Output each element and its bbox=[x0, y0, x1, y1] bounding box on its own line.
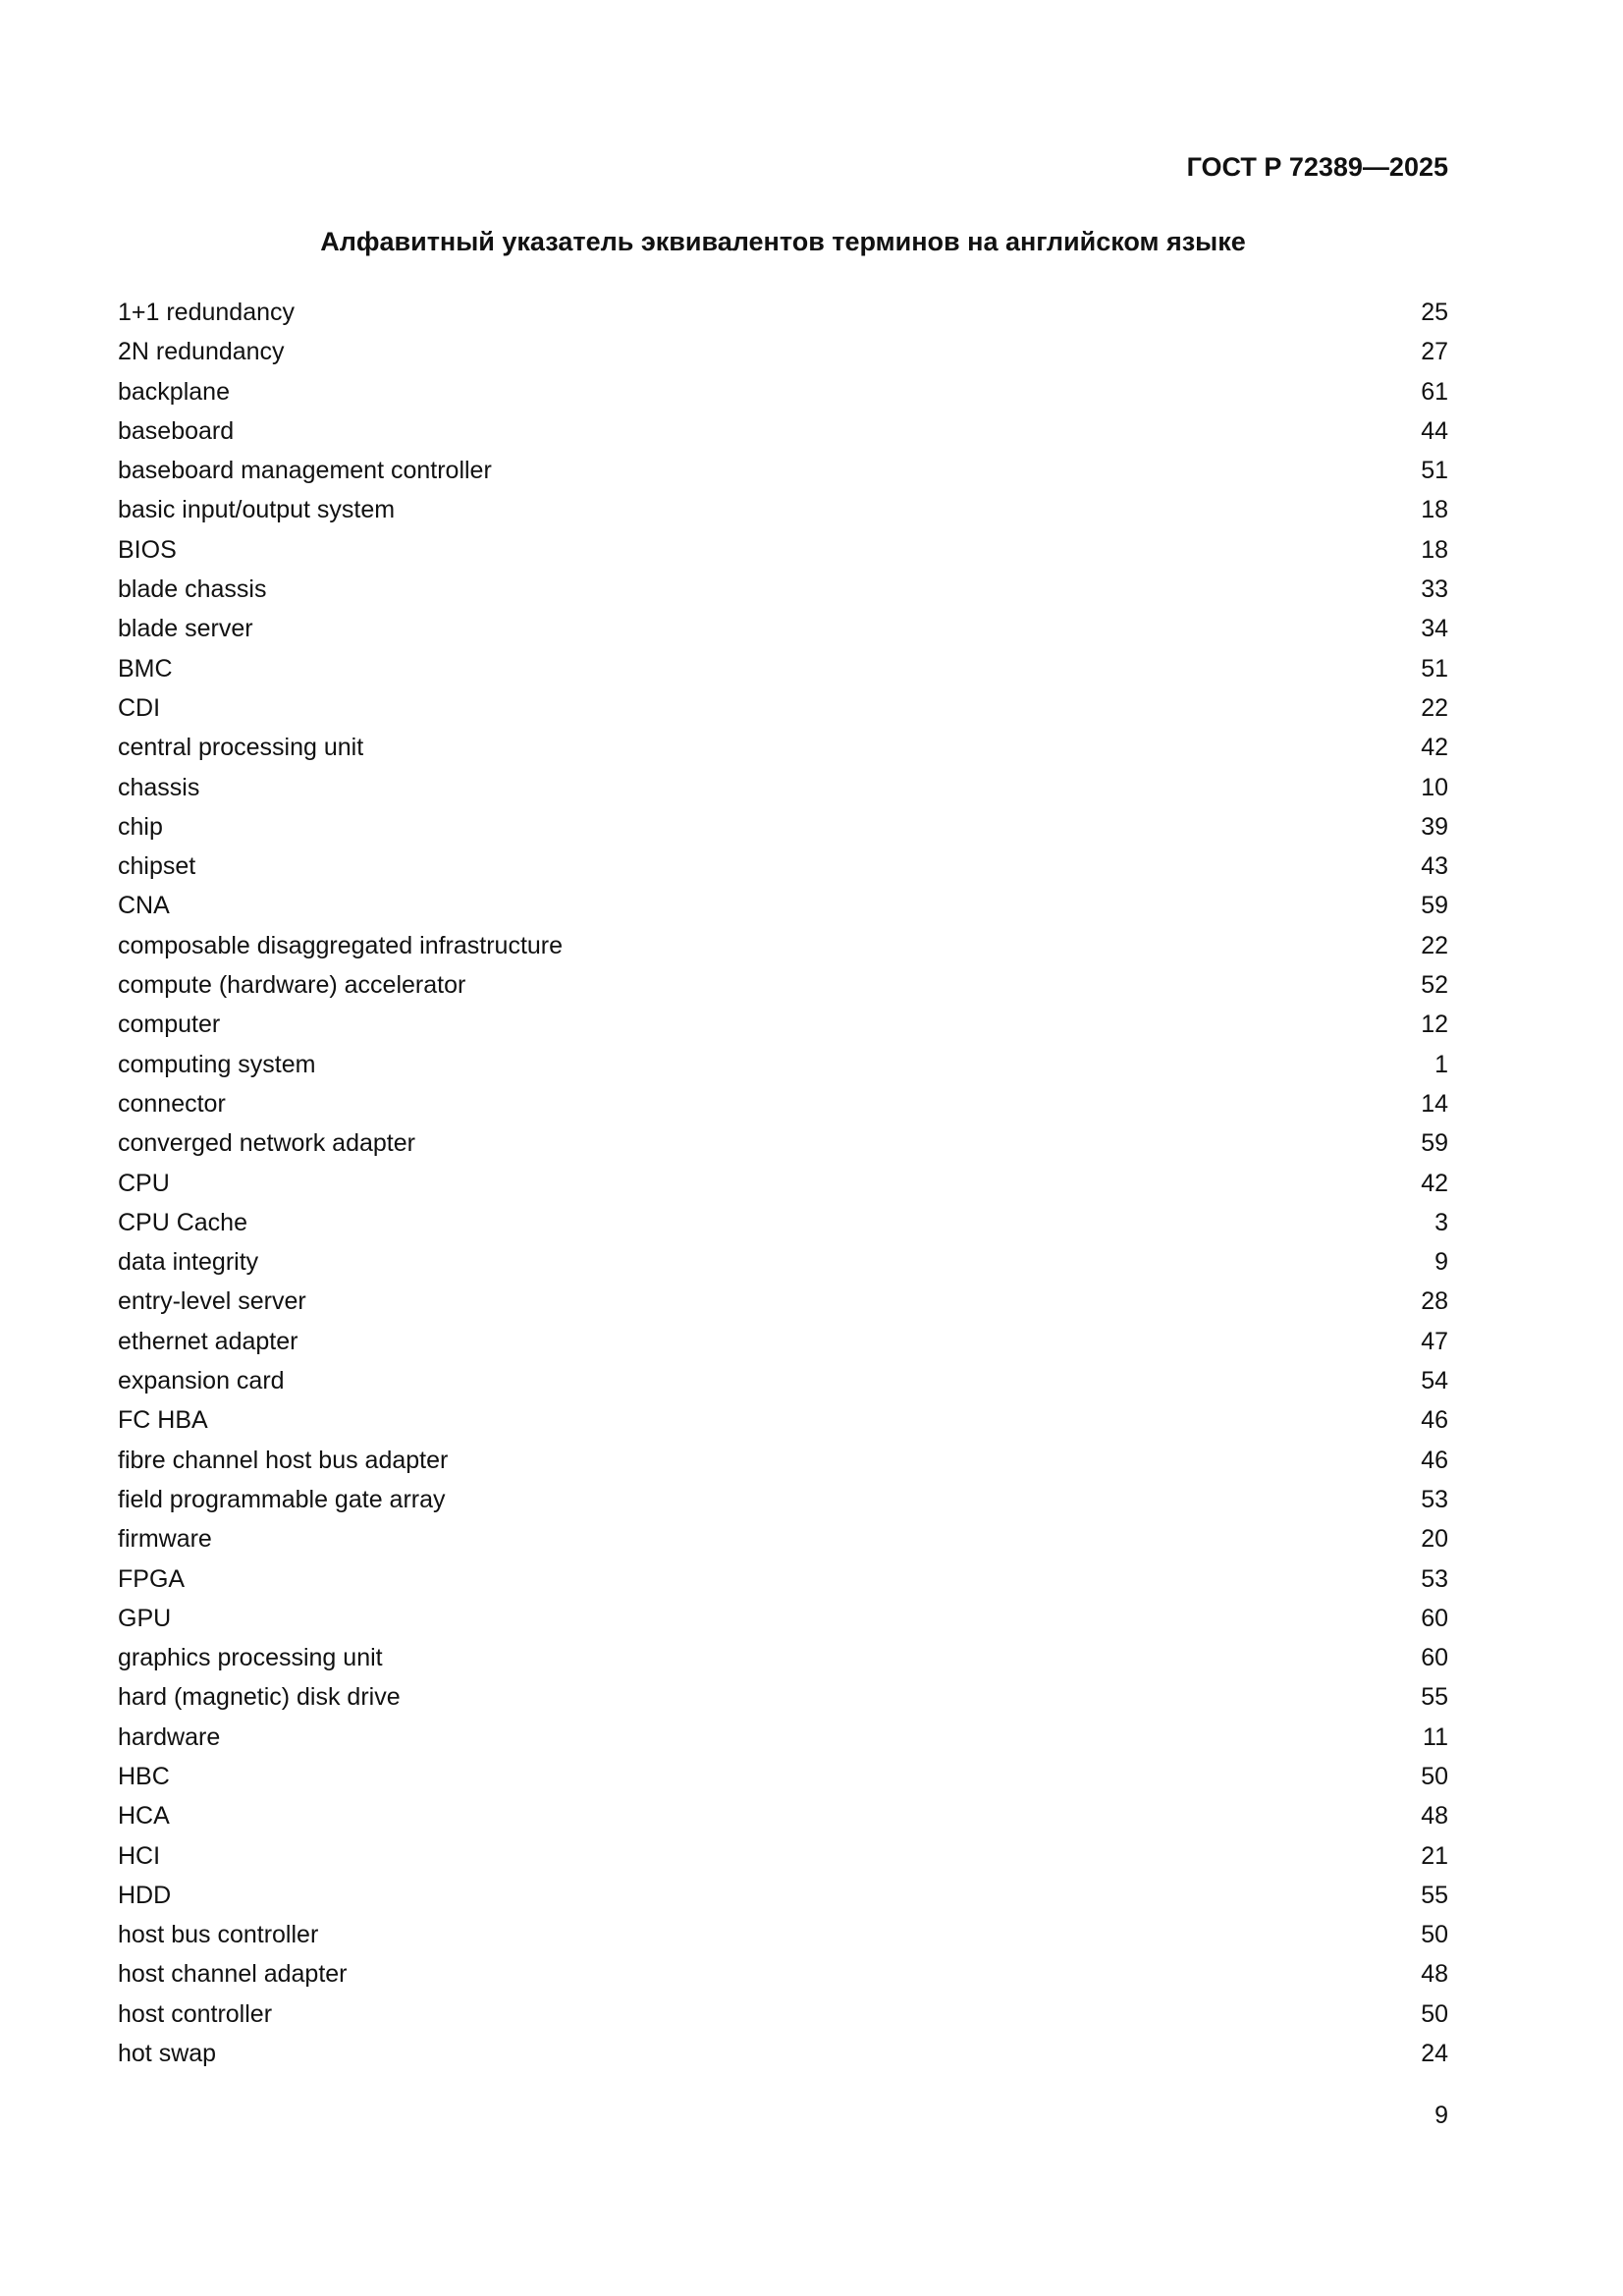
index-entry bbox=[118, 1559, 1448, 1599]
index-entry bbox=[118, 1480, 1448, 1519]
entry-term: blade server bbox=[118, 615, 253, 643]
entry-reference-number: 50 bbox=[1421, 1762, 1448, 1790]
entry-term: BMC bbox=[118, 654, 173, 683]
entry-reference-number: 59 bbox=[1421, 892, 1448, 920]
entry-term: data integrity bbox=[118, 1248, 259, 1277]
entry-reference-number: 22 bbox=[1421, 931, 1448, 959]
entry-reference-number: 28 bbox=[1421, 1287, 1448, 1316]
entry-reference-number: 11 bbox=[1423, 1722, 1448, 1751]
entry-reference-number: 61 bbox=[1421, 377, 1448, 406]
entry-reference-number: 52 bbox=[1421, 971, 1448, 1000]
entry-reference-number: 50 bbox=[1421, 1921, 1448, 1949]
entry-term: baseboard management controller bbox=[118, 457, 492, 485]
entry-term: fibre channel host bus adapter bbox=[118, 1446, 449, 1474]
index-entry bbox=[118, 1796, 1448, 1835]
entry-term: field programmable gate array bbox=[118, 1485, 446, 1513]
index-entry bbox=[118, 649, 1448, 688]
entry-term: ethernet adapter bbox=[118, 1327, 298, 1355]
index-entry bbox=[118, 965, 1448, 1005]
entry-reference-number: 34 bbox=[1421, 615, 1448, 643]
index-entry bbox=[118, 768, 1448, 807]
entry-term: hot swap bbox=[118, 2040, 217, 2068]
index-entry bbox=[118, 807, 1448, 847]
index-entry bbox=[118, 1242, 1448, 1282]
entry-term: FC HBA bbox=[118, 1406, 208, 1435]
entry-reference-number: 18 bbox=[1421, 496, 1448, 524]
entry-reference-number: 53 bbox=[1421, 1564, 1448, 1593]
entry-reference-number: 3 bbox=[1434, 1208, 1448, 1236]
index-entry bbox=[118, 847, 1448, 886]
entry-reference-number: 12 bbox=[1421, 1011, 1448, 1039]
index-entry bbox=[118, 570, 1448, 609]
entry-reference-number: 9 bbox=[1434, 1248, 1448, 1277]
entry-reference-number: 60 bbox=[1421, 1644, 1448, 1672]
entry-reference-number: 39 bbox=[1421, 812, 1448, 841]
entry-term: 1+1 redundancy bbox=[118, 299, 296, 326]
entry-term: FPGA bbox=[118, 1564, 186, 1593]
entry-term: basic input/output system bbox=[118, 496, 396, 524]
index-entry bbox=[118, 1677, 1448, 1717]
index-entry bbox=[118, 1400, 1448, 1440]
entry-term: entry-level server bbox=[118, 1287, 306, 1316]
standard-code: ГОСТ Р 72389—2025 bbox=[1186, 152, 1448, 182]
index-entry bbox=[118, 1203, 1448, 1242]
index-title: Алфавитный указатель эквивалентов терминов на английском языке bbox=[320, 227, 1246, 256]
entry-reference-number: 14 bbox=[1421, 1089, 1448, 1118]
entry-reference-number: 51 bbox=[1421, 457, 1448, 485]
entry-term: host channel adapter bbox=[118, 1960, 348, 1989]
index-entry bbox=[118, 688, 1448, 728]
entry-term: converged network adapter bbox=[118, 1129, 415, 1158]
index-entry bbox=[118, 411, 1448, 451]
index-entry bbox=[118, 1599, 1448, 1638]
entry-reference-number: 18 bbox=[1421, 535, 1448, 564]
entry-term: hard (magnetic) disk drive bbox=[118, 1683, 401, 1712]
entry-reference-number: 46 bbox=[1421, 1446, 1448, 1474]
entry-term: expansion card bbox=[118, 1367, 285, 1395]
entry-term: CNA bbox=[118, 892, 170, 920]
entry-reference-number: 48 bbox=[1421, 1802, 1448, 1831]
index-entry bbox=[118, 1361, 1448, 1400]
index-entry bbox=[118, 372, 1448, 411]
entry-term: chipset bbox=[118, 852, 196, 881]
entry-reference-number: 25 bbox=[1421, 299, 1448, 326]
entry-reference-number: 55 bbox=[1421, 1881, 1448, 1909]
entry-term: 2N redundancy bbox=[118, 338, 285, 366]
entry-term: hardware bbox=[118, 1722, 221, 1751]
index-entry bbox=[118, 1757, 1448, 1796]
entry-reference-number: 50 bbox=[1421, 1999, 1448, 2028]
entry-reference-number: 20 bbox=[1421, 1525, 1448, 1554]
entry-term: host controller bbox=[118, 1999, 273, 2028]
entry-term: CPU Cache bbox=[118, 1208, 247, 1236]
entry-term: backplane bbox=[118, 377, 230, 406]
index-entry bbox=[118, 332, 1448, 371]
index-entry bbox=[118, 1282, 1448, 1321]
entry-term: BIOS bbox=[118, 535, 177, 564]
entry-term: computer bbox=[118, 1011, 221, 1039]
index-entry bbox=[118, 926, 1448, 965]
index-entry bbox=[118, 1123, 1448, 1163]
entry-reference-number: 46 bbox=[1421, 1406, 1448, 1435]
entry-reference-number: 44 bbox=[1421, 416, 1448, 445]
index-entry bbox=[118, 1005, 1448, 1044]
index-entry bbox=[118, 1322, 1448, 1361]
entry-reference-number: 24 bbox=[1421, 2040, 1448, 2068]
index-entry bbox=[118, 1084, 1448, 1123]
entry-reference-number: 1 bbox=[1434, 1050, 1448, 1078]
entry-term: central processing unit bbox=[118, 734, 364, 762]
entry-term: host bus controller bbox=[118, 1921, 319, 1949]
entry-reference-number: 48 bbox=[1421, 1960, 1448, 1989]
index-entry bbox=[118, 2034, 1448, 2073]
entry-reference-number: 42 bbox=[1421, 734, 1448, 762]
entry-term: compute (hardware) accelerator bbox=[118, 971, 466, 1000]
entry-term: HCI bbox=[118, 1841, 161, 1870]
entry-term: computing system bbox=[118, 1050, 316, 1078]
entry-term: CDI bbox=[118, 693, 161, 722]
index-entry bbox=[118, 886, 1448, 925]
entry-term: graphics processing unit bbox=[118, 1644, 383, 1672]
entry-reference-number: 53 bbox=[1421, 1485, 1448, 1513]
entry-reference-number: 42 bbox=[1421, 1169, 1448, 1197]
entry-reference-number: 47 bbox=[1421, 1327, 1448, 1355]
index-entry bbox=[118, 609, 1448, 648]
entry-reference-number: 51 bbox=[1421, 654, 1448, 683]
term-index-list bbox=[118, 293, 1448, 2073]
index-entry bbox=[118, 1519, 1448, 1558]
index-entry bbox=[118, 1836, 1448, 1876]
page-number: 9 bbox=[1434, 2102, 1448, 2129]
entry-term: HBC bbox=[118, 1762, 170, 1790]
entry-reference-number: 22 bbox=[1421, 693, 1448, 722]
index-entry bbox=[118, 490, 1448, 529]
entry-reference-number: 10 bbox=[1421, 773, 1448, 801]
index-entry bbox=[118, 1915, 1448, 1954]
index-entry bbox=[118, 1876, 1448, 1915]
entry-term: GPU bbox=[118, 1604, 172, 1632]
index-entry bbox=[118, 530, 1448, 570]
index-entry bbox=[118, 1441, 1448, 1480]
entry-term: firmware bbox=[118, 1525, 212, 1554]
index-entry bbox=[118, 1954, 1448, 1994]
entry-reference-number: 27 bbox=[1421, 338, 1448, 366]
index-entry bbox=[118, 293, 1448, 332]
index-entry bbox=[118, 451, 1448, 490]
index-entry bbox=[118, 1995, 1448, 2034]
index-entry bbox=[118, 1045, 1448, 1084]
entry-term: chip bbox=[118, 812, 163, 841]
entry-term: HDD bbox=[118, 1881, 172, 1909]
index-entry bbox=[118, 1164, 1448, 1203]
entry-term: composable disaggregated infrastructure bbox=[118, 931, 564, 959]
entry-reference-number: 59 bbox=[1421, 1129, 1448, 1158]
entry-reference-number: 21 bbox=[1421, 1841, 1448, 1870]
index-entry bbox=[118, 1638, 1448, 1677]
entry-reference-number: 60 bbox=[1421, 1604, 1448, 1632]
entry-term: connector bbox=[118, 1089, 226, 1118]
entry-term: baseboard bbox=[118, 416, 235, 445]
entry-reference-number: 54 bbox=[1421, 1367, 1448, 1395]
entry-term: CPU bbox=[118, 1169, 170, 1197]
entry-term: blade chassis bbox=[118, 575, 267, 604]
entry-term: HCA bbox=[118, 1802, 170, 1831]
entry-reference-number: 43 bbox=[1421, 852, 1448, 881]
index-entry bbox=[118, 1718, 1448, 1757]
entry-reference-number: 33 bbox=[1421, 575, 1448, 604]
entry-term: chassis bbox=[118, 773, 200, 801]
entry-reference-number: 55 bbox=[1421, 1683, 1448, 1712]
index-entry bbox=[118, 728, 1448, 767]
